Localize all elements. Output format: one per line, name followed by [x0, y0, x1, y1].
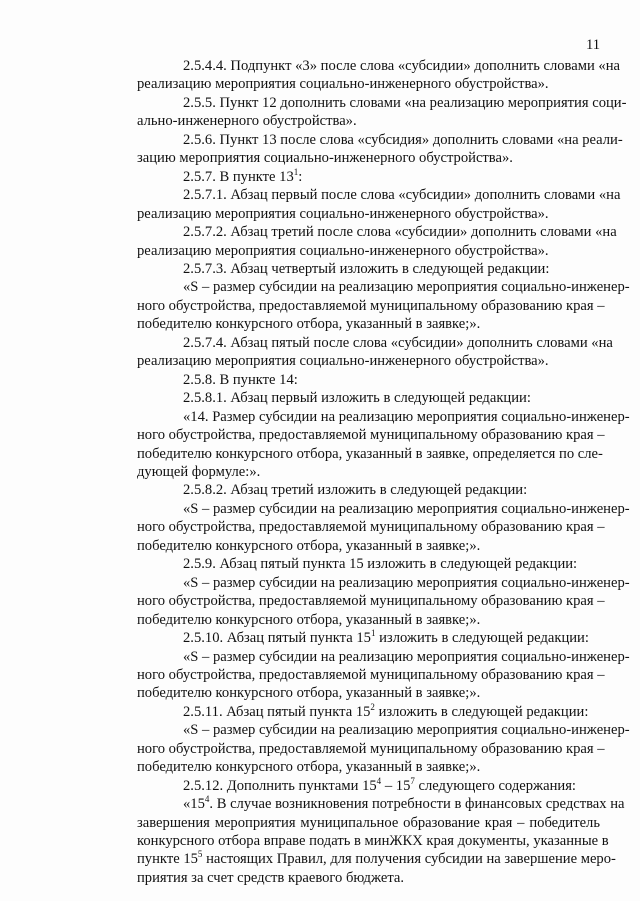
quote-point-15-4 — [91, 794, 625, 887]
text-line: ного обустройства, предоставляемой муниципальному образованию края – — [137, 593, 605, 610]
text-line: победителю конкурсного отбора, указанный в заявке;». — [137, 611, 481, 628]
paragraph-2-5-7-3 — [91, 260, 600, 278]
text-run: настоящих Правил, для получения субсидии на завершение меро- — [202, 851, 616, 868]
quote-formula-s — [91, 500, 630, 555]
paragraph-2-5-8-1 — [91, 389, 600, 407]
text-line: 2.5.7.3. Абзац четвертый изложить в следующей редакции: — [183, 260, 550, 277]
text-line: «S – размер субсидии на реализацию мероприятия социально-инженер- — [183, 722, 630, 739]
text-line: «14. Размер субсидии на реализацию мероприятия социально-инженер- — [183, 408, 630, 425]
text-line: завершения мероприятия муниципальное образование края – победитель — [137, 814, 600, 831]
text-line — [91, 629, 600, 647]
superscript: 7 — [410, 775, 415, 786]
paragraph-2-5-7-1 — [91, 186, 621, 223]
text-run: . В случае возникновения потребности в финансовых средствах на — [209, 796, 625, 813]
text-line: 2.5.8. В пункте 14: — [183, 371, 298, 388]
text-line: победителю конкурсного отбора, указанный в заявке;». — [137, 537, 481, 554]
paragraph-2-5-8-2 — [91, 481, 600, 499]
text-run: – 15 — [381, 777, 411, 794]
text-run: 2.5.11. Абзац пятый пункта 15 — [183, 703, 371, 720]
text-line: 2.5.5. Пункт 12 дополнить словами «на реализацию мероприятия соци- — [183, 94, 627, 111]
superscript: 4 — [376, 775, 382, 786]
text-run: «15 — [183, 796, 205, 813]
text-run: изложить в следующей редакции: — [374, 703, 589, 720]
text-line: 2.5.8.2. Абзац третий изложить в следующей редакции: — [183, 482, 528, 499]
text-line: «S – размер субсидии на реализацию мероприятия социально-инженер- — [183, 279, 630, 296]
text-line — [91, 777, 600, 795]
text-line: «S – размер субсидии на реализацию мероприятия социально-инженер- — [183, 648, 630, 665]
text-line — [91, 849, 616, 868]
paragraph-2-5-10 — [91, 629, 600, 647]
text-line: ально-инженерного обустройства». — [137, 113, 357, 130]
text-line — [91, 168, 600, 186]
superscript: 2 — [370, 701, 375, 712]
text-line: ного обустройства, предоставляемой муниципальному образованию края – — [137, 666, 605, 683]
text-line: 2.5.6. Пункт 13 после слова «субсидия» дополнить словами «на реали- — [183, 131, 623, 148]
superscript: 1 — [370, 628, 376, 639]
text-run: следующего содержания: — [414, 777, 576, 794]
text-run: пункте 15 — [137, 851, 198, 868]
text-run: 2.5.12. Дополнить пунктами 15 — [183, 777, 377, 794]
text-line: ного обустройства, предоставляемой муниципальному образованию края – — [137, 427, 605, 444]
text-line: реализацию мероприятия социально-инженерного обустройства». — [137, 76, 549, 93]
quote-point-14 — [91, 408, 630, 482]
text-line — [91, 794, 625, 813]
text-line: победителю конкурсного отбора, указанный в заявке;». — [137, 685, 481, 702]
text-line: 2.5.7.4. Абзац пятый после слова «субсидии» дополнить словами «на — [183, 334, 613, 351]
text-line: реализацию мероприятия социально-инженерного обустройства». — [137, 205, 549, 222]
paragraph-2-5-12 — [91, 777, 600, 795]
quote-formula-s — [91, 648, 630, 703]
text-line: «S – размер субсидии на реализацию мероприятия социально-инженер- — [183, 574, 630, 591]
paragraph-2-5-7-4 — [91, 334, 613, 371]
text-line — [91, 703, 600, 721]
superscript: 5 — [197, 849, 203, 860]
text-line: 2.5.7.1. Абзац первый после слова «субсидии» дополнить словами «на — [183, 187, 621, 204]
text-line: 2.5.7.2. Абзац третий после слова «субсидии» дополнить словами «на — [183, 224, 617, 241]
page-number: 11 — [585, 37, 600, 53]
text-line: 2.5.9. Абзац пятый пункта 15 изложить в следующей редакции: — [183, 556, 578, 573]
text-line: победителю конкурсного отбора, указанный в заявке;». — [137, 759, 481, 776]
text-line: реализацию мероприятия социально-инженерного обустройства». — [137, 353, 549, 370]
quote-formula-s — [91, 278, 630, 333]
text-run: изложить в следующей редакции: — [375, 630, 589, 647]
document-body — [91, 57, 630, 887]
text-line: победителю конкурсного отбора, указанный в заявке, определяется по сле- — [137, 445, 603, 462]
paragraph-2-5-8 — [91, 371, 600, 389]
paragraph-2-5-7-2 — [91, 223, 617, 260]
quote-formula-s — [91, 574, 630, 629]
text-line: конкурсного отбора вправе подать в минЖКХ края документы, указанные в — [137, 833, 609, 850]
text-line: приятия за счет средств краевого бюджета. — [137, 869, 405, 886]
text-line: зацию мероприятия социально-инженерного обустройства». — [137, 150, 513, 167]
text-line: победителю конкурсного отбора, указанный в заявке;». — [137, 316, 481, 333]
text-line: ного обустройства, предоставляемой муниципальному образованию края – — [137, 740, 605, 757]
superscript: 4 — [204, 794, 210, 805]
text-line: 2.5.8.1. Абзац первый изложить в следующей редакции: — [183, 390, 531, 407]
text-line: реализацию мероприятия социально-инженерного обустройства». — [137, 242, 549, 259]
paragraph-2-5-6 — [91, 131, 623, 168]
text-run: : — [298, 168, 303, 185]
text-line: «S – размер субсидии на реализацию мероприятия социально-инженер- — [183, 500, 630, 517]
quote-formula-s — [91, 721, 630, 776]
paragraph-2-5-5 — [91, 94, 627, 131]
text-line: ного обустройства, предоставляемой муниципальному образованию края – — [137, 519, 605, 536]
text-line: дующей формуле:». — [137, 463, 261, 480]
paragraph-2-5-4-4 — [91, 57, 621, 94]
text-run: 2.5.10. Абзац пятый пункта 15 — [183, 630, 371, 647]
text-line: ного обустройства, предоставляемой муниципальному образованию края – — [137, 297, 605, 314]
paragraph-2-5-11 — [91, 703, 600, 721]
paragraph-2-5-9 — [91, 555, 600, 573]
text-line: 2.5.4.4. Подпункт «3» после слова «субсидии» дополнить словами «на — [183, 58, 621, 74]
superscript: 1 — [293, 166, 299, 177]
paragraph-2-5-7 — [91, 168, 600, 186]
text-run: 2.5.7. В пункте 13 — [183, 168, 294, 185]
